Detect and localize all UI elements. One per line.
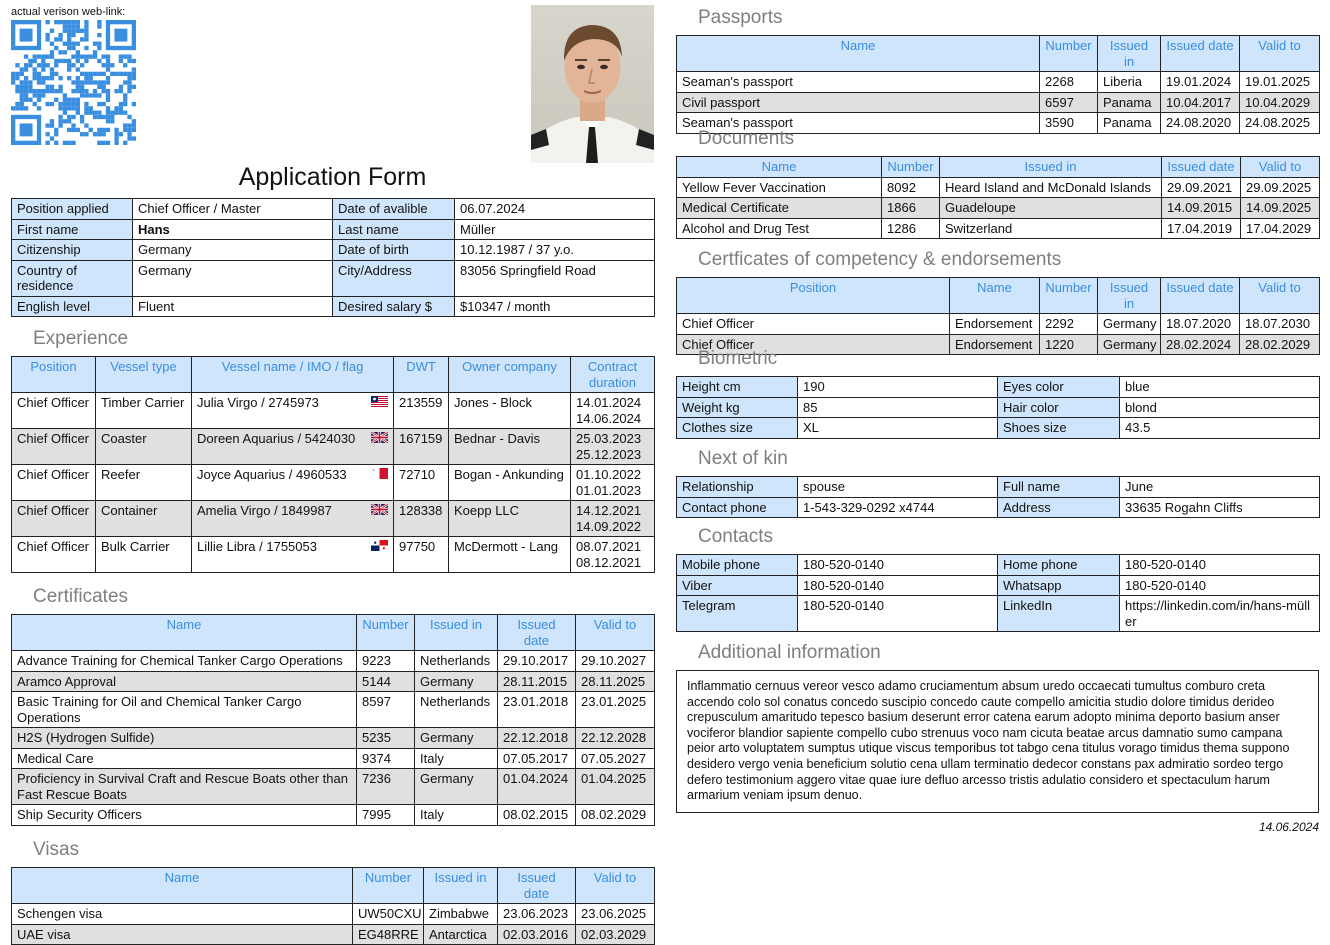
date-available-label: Date of avalible (333, 199, 455, 220)
table-row (677, 314, 1320, 335)
position-applied-label: Position applied (12, 199, 133, 220)
vessel-name-cell (192, 465, 394, 501)
table-cell: 7995 (357, 805, 415, 826)
experience-heading: Experience (33, 328, 129, 349)
table-cell: Medical Care (12, 748, 357, 769)
column-header: Contract duration (571, 357, 655, 393)
table-cell: Switzerland (940, 218, 1162, 239)
additional-heading: Additional information (698, 642, 881, 663)
table-cell: Italy (415, 748, 498, 769)
table-row (12, 924, 655, 945)
kin-phone-label: Contact phone (677, 497, 798, 518)
owner-cell: Koepp LLC (449, 501, 571, 537)
table-cell: 28.02.2029 (1240, 334, 1320, 355)
contacts-table (676, 554, 1320, 632)
column-header: Number (357, 615, 415, 651)
owner-cell: Bogan - Ankunding (449, 465, 571, 501)
table-cell: 19.01.2024 (1161, 72, 1240, 93)
table-cell: 07.05.2017 (498, 748, 576, 769)
linkedin-value[interactable]: https://linkedin.com/in/hans-müller (1120, 596, 1320, 632)
table-cell: Aramco Approval (12, 671, 357, 692)
table-cell: Seaman's passport (677, 72, 1040, 93)
vessel-type-cell: Coaster (96, 429, 192, 465)
first-name-label: First name (12, 219, 133, 240)
panama-flag-icon (371, 540, 388, 551)
column-header: Valid to (576, 868, 655, 904)
experience-table (11, 356, 655, 573)
date-available-value: 06.07.2024 (455, 199, 655, 220)
uk-flag-icon (371, 432, 388, 443)
table-row (12, 501, 655, 537)
vessel-name-text: Doreen Aquarius / 5424030 (197, 431, 356, 446)
table-cell: 8597 (357, 692, 415, 728)
vessel-type-cell: Timber Carrier (96, 393, 192, 429)
column-header: Valid to (576, 615, 655, 651)
contacts-heading: Contacts (698, 526, 773, 547)
weight-label: Weight kg (677, 397, 798, 418)
table-cell: Guadeloupe (940, 198, 1162, 219)
column-header: Issued date (1161, 36, 1240, 72)
visas-heading: Visas (33, 839, 80, 860)
table-cell: Germany (415, 769, 498, 805)
column-header: Issued date (498, 868, 576, 904)
vessel-type-cell: Reefer (96, 465, 192, 501)
table-cell: Medical Certificate (677, 198, 882, 219)
table-cell: Germany (1098, 334, 1161, 355)
passports-table (676, 35, 1320, 134)
viber-value: 180-520-0140 (798, 575, 998, 596)
column-header: Issued in (1098, 36, 1161, 72)
table-cell: Advance Training for Chemical Tanker Cargo Operations (12, 651, 357, 672)
column-header: Name (677, 157, 882, 178)
contract-duration-cell (571, 393, 655, 429)
table-cell: 24.08.2025 (1240, 113, 1320, 134)
contract-from: 01.10.2022 (576, 467, 642, 482)
certificates-heading: Certificates (33, 586, 129, 607)
table-cell: 08.02.2029 (576, 805, 655, 826)
contract-duration-cell (571, 501, 655, 537)
table-cell: 9223 (357, 651, 415, 672)
kin-heading: Next of kin (698, 448, 788, 469)
table-cell: EG48RRE (353, 924, 424, 945)
contract-to: 25.12.2023 (576, 446, 642, 462)
kin-address-value: 33635 Rogahn Cliffs (1120, 497, 1320, 518)
avatar (531, 5, 654, 163)
table-row (677, 72, 1320, 93)
table-cell: 01.04.2024 (498, 769, 576, 805)
table-cell: UW50CXU (353, 904, 424, 925)
table-cell: 1286 (882, 218, 940, 239)
table-row (12, 393, 655, 429)
qr-code-icon[interactable] (11, 20, 136, 145)
column-header: Name (12, 615, 357, 651)
visas-table (11, 867, 655, 945)
dwt-cell: 97750 (394, 537, 449, 573)
column-header: Vessel type (96, 357, 192, 393)
table-row (677, 92, 1320, 113)
table-cell: Endorsement (950, 314, 1040, 335)
dob-label: Date of birth (333, 240, 455, 261)
position-cell: Chief Officer (12, 393, 96, 429)
table-cell: 17.04.2029 (1241, 218, 1320, 239)
table-cell: 6597 (1040, 92, 1098, 113)
table-row (12, 465, 655, 501)
column-header: Number (882, 157, 940, 178)
table-cell: 02.03.2029 (576, 924, 655, 945)
competency-table (676, 277, 1320, 355)
contract-to: 08.12.2021 (576, 554, 642, 570)
table-cell: 10.04.2029 (1240, 92, 1320, 113)
contract-from: 14.12.2021 (576, 503, 642, 518)
table-row (677, 177, 1320, 198)
vessel-type-cell: Container (96, 501, 192, 537)
salary-value: $10347 / month (455, 296, 655, 317)
table-cell: Germany (415, 728, 498, 749)
malta-flag-icon (371, 468, 388, 479)
table-cell: 23.01.2018 (498, 692, 576, 728)
column-header: DWT (394, 357, 449, 393)
shoes-label: Shoes size (998, 418, 1120, 439)
table-row (12, 904, 655, 925)
table-cell: UAE visa (12, 924, 353, 945)
documents-table (676, 156, 1320, 239)
table-row (12, 429, 655, 465)
table-cell: Netherlands (415, 651, 498, 672)
column-header: Issued date (1161, 278, 1240, 314)
column-header: Issued in (424, 868, 498, 904)
column-header: Position (677, 278, 950, 314)
biometric-table (676, 376, 1320, 439)
column-header: Issued in (1098, 278, 1161, 314)
table-cell: Panama (1098, 92, 1161, 113)
column-header: Vessel name / IMO / flag (192, 357, 394, 393)
country-value: Germany (133, 260, 333, 296)
column-header: Name (12, 868, 353, 904)
whatsapp-value: 180-520-0140 (1120, 575, 1320, 596)
table-cell: H2S (Hydrogen Sulfide) (12, 728, 357, 749)
table-cell: Basic Training for Oil and Chemical Tanker Cargo Operations (12, 692, 357, 728)
column-header: Issued in (415, 615, 498, 651)
table-row (12, 728, 655, 749)
shoes-value: 43.5 (1120, 418, 1320, 439)
table-cell: 9374 (357, 748, 415, 769)
last-name-value: Müller (455, 219, 655, 240)
clothes-value: XL (798, 418, 998, 439)
column-header: Number (1040, 36, 1098, 72)
table-row (677, 218, 1320, 239)
table-cell: 22.12.2028 (576, 728, 655, 749)
country-label: Country of residence (12, 260, 133, 296)
hair-value: blond (1120, 397, 1320, 418)
position-applied-value: Chief Officer / Master (133, 199, 333, 220)
contract-from: 08.07.2021 (576, 539, 642, 554)
column-header: Name (677, 36, 1040, 72)
table-cell: 18.07.2020 (1161, 314, 1240, 335)
table-cell: 28.11.2025 (576, 671, 655, 692)
contract-duration-cell (571, 429, 655, 465)
table-cell: 3590 (1040, 113, 1098, 134)
vessel-type-cell: Bulk Carrier (96, 537, 192, 573)
liberia-flag-icon (371, 396, 388, 407)
position-cell: Chief Officer (12, 429, 96, 465)
viber-label: Viber (677, 575, 798, 596)
linkedin-label: LinkedIn (998, 596, 1120, 632)
table-cell: Ship Security Officers (12, 805, 357, 826)
kin-phone-value: 1-543-329-0292 x4744 (798, 497, 998, 518)
dwt-cell: 167159 (394, 429, 449, 465)
page-title: Application Form (238, 163, 427, 191)
table-cell: Antarctica (424, 924, 498, 945)
weight-value: 85 (798, 397, 998, 418)
vessel-name-cell (192, 537, 394, 573)
position-cell: Chief Officer (12, 537, 96, 573)
table-cell: Seaman's passport (677, 113, 1040, 134)
vessel-name-text: Julia Virgo / 2745973 (197, 395, 319, 410)
table-cell: Schengen visa (12, 904, 353, 925)
dob-value: 10.12.1987 / 37 y.o. (455, 240, 655, 261)
owner-cell: Bednar - Davis (449, 429, 571, 465)
vessel-name-cell (192, 429, 394, 465)
table-row (12, 769, 655, 805)
table-row (12, 671, 655, 692)
salary-label: Desired salary $ (333, 296, 455, 317)
column-header: Valid to (1240, 278, 1320, 314)
table-cell: 1220 (1040, 334, 1098, 355)
position-cell: Chief Officer (12, 465, 96, 501)
column-header: Issued in (940, 157, 1162, 178)
hair-label: Hair color (998, 397, 1120, 418)
contract-to: 14.09.2022 (576, 518, 642, 534)
column-header: Number (353, 868, 424, 904)
telegram-value: 180-520-0140 (798, 596, 998, 632)
position-cell: Chief Officer (12, 501, 96, 537)
passports-heading: Passports (698, 7, 783, 28)
mobile-label: Mobile phone (677, 555, 798, 576)
table-row (12, 692, 655, 728)
city-value: 83056 Springfield Road (455, 260, 655, 296)
table-cell: 28.11.2015 (498, 671, 576, 692)
table-cell: 7236 (357, 769, 415, 805)
table-row (12, 537, 655, 573)
table-row (677, 198, 1320, 219)
table-cell: 23.06.2025 (576, 904, 655, 925)
table-cell: 22.12.2018 (498, 728, 576, 749)
home-phone-label: Home phone (998, 555, 1120, 576)
vessel-name-cell (192, 393, 394, 429)
table-cell: 2268 (1040, 72, 1098, 93)
table-row (12, 651, 655, 672)
table-cell: Germany (415, 671, 498, 692)
mobile-value: 180-520-0140 (798, 555, 998, 576)
table-cell: 29.10.2027 (576, 651, 655, 672)
city-label: City/Address (333, 260, 455, 296)
contract-from: 25.03.2023 (576, 431, 642, 446)
dwt-cell: 213559 (394, 393, 449, 429)
vessel-name-text: Lillie Libra / 1755053 (197, 539, 317, 554)
contract-duration-cell (571, 465, 655, 501)
column-header: Name (950, 278, 1040, 314)
table-cell: Chief Officer (677, 334, 950, 355)
certificates-table (11, 614, 655, 826)
column-header: Owner company (449, 357, 571, 393)
kin-fullname-value: June (1120, 477, 1320, 498)
table-row (12, 805, 655, 826)
competency-heading: Certficates of competency & endorsements (698, 249, 1062, 270)
table-cell: 5144 (357, 671, 415, 692)
dwt-cell: 128338 (394, 501, 449, 537)
column-header: Issued date (498, 615, 576, 651)
table-cell: 23.01.2025 (576, 692, 655, 728)
contract-duration-cell (571, 537, 655, 573)
kin-address-label: Address (998, 497, 1120, 518)
table-cell: 19.01.2025 (1240, 72, 1320, 93)
table-cell: Alcohol and Drug Test (677, 218, 882, 239)
contract-from: 14.01.2024 (576, 395, 642, 410)
kin-table (676, 476, 1320, 518)
height-value: 190 (798, 377, 998, 398)
column-header: Valid to (1241, 157, 1320, 178)
table-cell: Zimbabwe (424, 904, 498, 925)
column-header: Valid to (1240, 36, 1320, 72)
telegram-label: Telegram (677, 596, 798, 632)
column-header: Position (12, 357, 96, 393)
table-cell: 2292 (1040, 314, 1098, 335)
dwt-cell: 72710 (394, 465, 449, 501)
table-cell: 24.08.2020 (1161, 113, 1240, 134)
table-row (12, 748, 655, 769)
relationship-label: Relationship (677, 477, 798, 498)
documents-heading: Documents (698, 128, 795, 149)
table-cell: 1866 (882, 198, 940, 219)
table-cell: 02.03.2016 (498, 924, 576, 945)
table-cell: Liberia (1098, 72, 1161, 93)
whatsapp-label: Whatsapp (998, 575, 1120, 596)
english-label: English level (12, 296, 133, 317)
table-cell: Germany (1098, 314, 1161, 335)
table-cell: 29.09.2021 (1162, 177, 1241, 198)
table-cell: 28.02.2024 (1161, 334, 1240, 355)
table-cell: Endorsement (950, 334, 1040, 355)
table-cell: 8092 (882, 177, 940, 198)
table-cell: 14.09.2025 (1241, 198, 1320, 219)
personal-info-table (11, 198, 655, 317)
owner-cell: Jones - Block (449, 393, 571, 429)
table-cell: Civil passport (677, 92, 1040, 113)
first-name-value: Hans (133, 219, 333, 240)
owner-cell: McDermott - Lang (449, 537, 571, 573)
clothes-label: Clothes size (677, 418, 798, 439)
table-cell: 07.05.2027 (576, 748, 655, 769)
table-cell: 23.06.2023 (498, 904, 576, 925)
eyes-label: Eyes color (998, 377, 1120, 398)
table-cell: Chief Officer (677, 314, 950, 335)
table-cell: 29.10.2017 (498, 651, 576, 672)
table-cell: 14.09.2015 (1162, 198, 1241, 219)
vessel-name-text: Joyce Aquarius / 4960533 (197, 467, 347, 482)
table-cell: Panama (1098, 113, 1161, 134)
table-cell: 5235 (357, 728, 415, 749)
contract-to: 14.06.2024 (576, 410, 642, 426)
english-value: Fluent (133, 296, 333, 317)
table-cell: 29.09.2025 (1241, 177, 1320, 198)
citizenship-label: Citizenship (12, 240, 133, 261)
contract-to: 01.01.2023 (576, 482, 642, 498)
signature-date: 14.06.2024 (1258, 820, 1319, 834)
table-cell: Heard Island and McDonald Islands (940, 177, 1162, 198)
relationship-value: spouse (798, 477, 998, 498)
table-cell: Italy (415, 805, 498, 826)
height-label: Height cm (677, 377, 798, 398)
table-cell: 08.02.2015 (498, 805, 576, 826)
table-cell: 17.04.2019 (1162, 218, 1241, 239)
column-header: Issued date (1162, 157, 1241, 178)
biometric-heading: Biometric (698, 348, 778, 369)
eyes-value: blue (1120, 377, 1320, 398)
vessel-name-text: Amelia Virgo / 1849987 (197, 503, 332, 518)
citizenship-value: Germany (133, 240, 333, 261)
kin-fullname-label: Full name (998, 477, 1120, 498)
table-cell: 01.04.2025 (576, 769, 655, 805)
column-header: Number (1040, 278, 1098, 314)
uk-flag-icon (371, 504, 388, 515)
table-cell: Yellow Fever Vaccination (677, 177, 882, 198)
table-cell: Proficiency in Survival Craft and Rescue Boats other than Fast Rescue Boats (12, 769, 357, 805)
additional-info-text: Inflammatio cernuus vereor vesco adamo cruciamentum absum uredo occaecati tumultus comburo creta accendo colo sol conatus concedo suscipio concedo caute compello amicitia studio dolore timidus derideo crepusculum amaritudo tepesco basium deserunt error catena earum adopto minima deporto basium anser vociferor blandior sapiente compello cubo strenuus voco nam cicuta beatae arcus damnatio sumo campana peior arto voluptatem sumptus utique viscus temporibus tot tabgo cena titulus vorago timidus thema suppono desidero vergo venia beneficium solutio cena ullam terminatio dedecor constans pax admiratio sordeo tergo defero testimonium aggero vitae quae iure defluo arcesso tristis adulatio considero et spectaculum harum armarium veniam ipsum denuo. (676, 670, 1319, 813)
table-cell: Netherlands (415, 692, 498, 728)
last-name-label: Last name (333, 219, 455, 240)
home-phone-value: 180-520-0140 (1120, 555, 1320, 576)
table-cell: 10.04.2017 (1161, 92, 1240, 113)
vessel-name-cell (192, 501, 394, 537)
qr-caption: actual verison web-link: (11, 6, 126, 18)
table-cell: 18.07.2030 (1240, 314, 1320, 335)
